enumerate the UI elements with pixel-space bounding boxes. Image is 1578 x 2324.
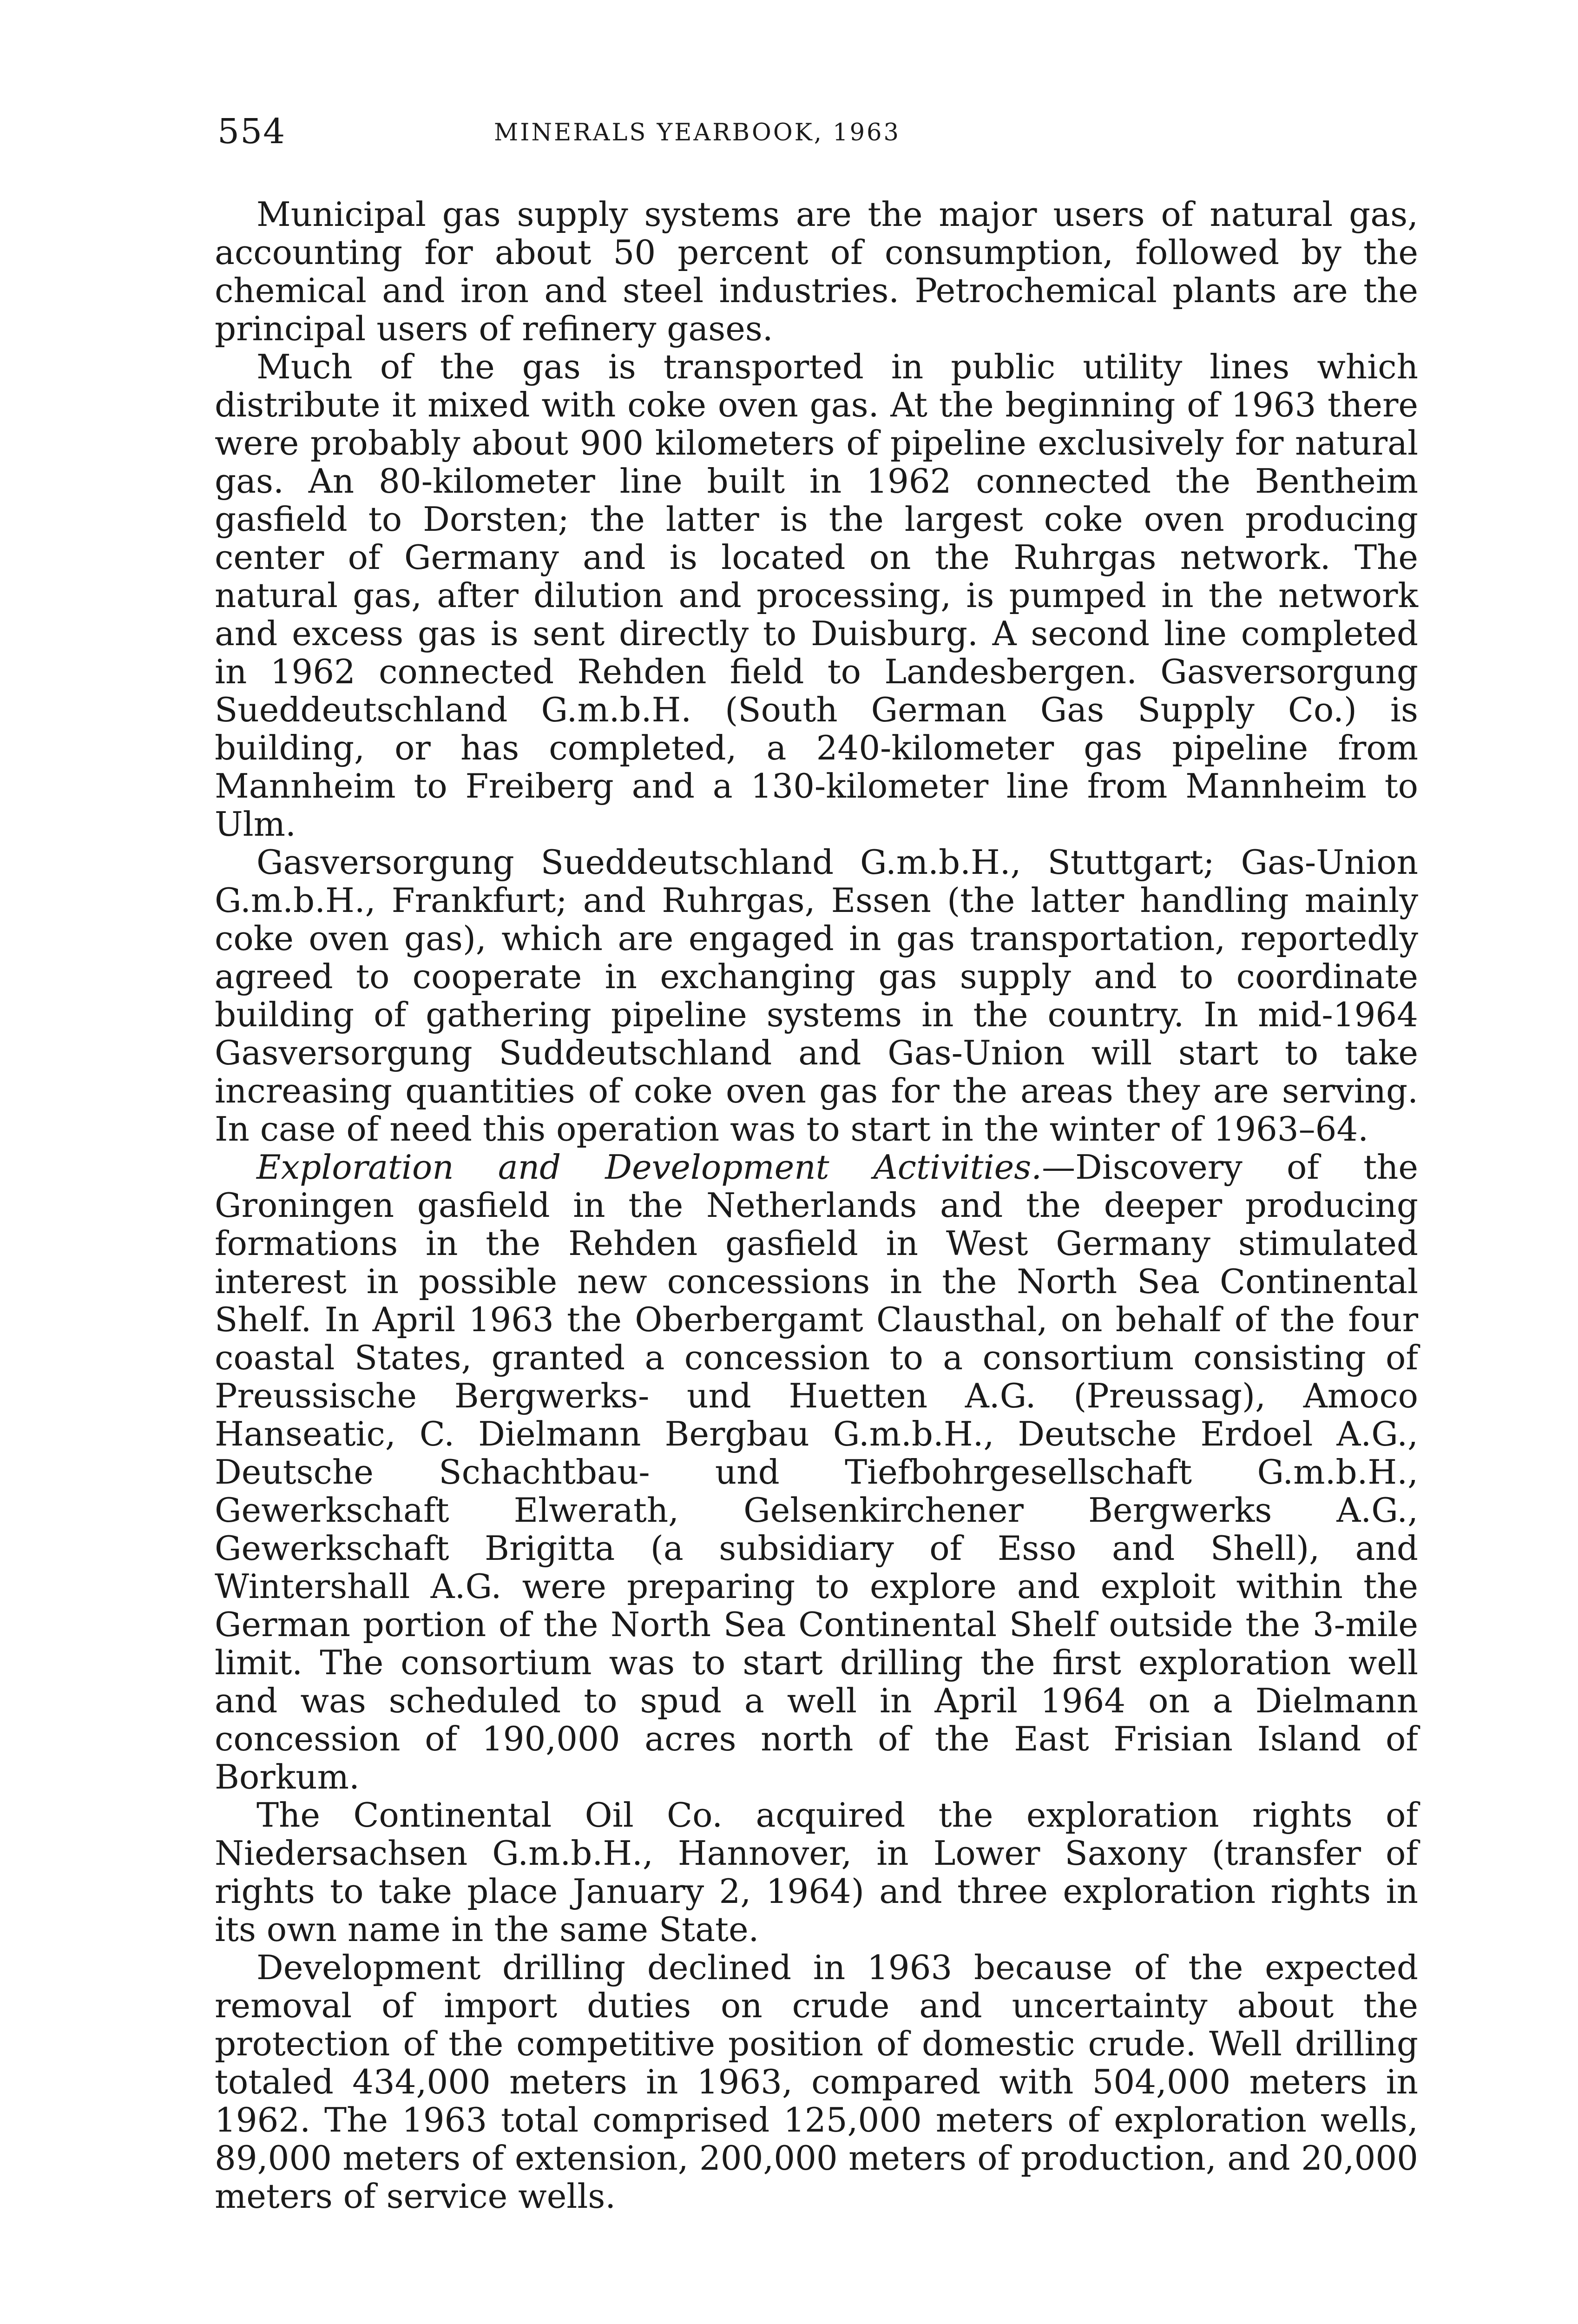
paragraph-gas-transport: [215, 348, 1418, 843]
paragraph-text: Development drilling declined in 1963 because of the expected removal of import duties on crude and uncertainty about the protection of the competitive position of domestic crude. Well drilling totaled 434,000 meters in 1963, compared with 504,000 meters in 1962. The 1963 total comprised 125,000 meters of exploration wells, 89,000 meters of extension, 200,000 meters of production, and 20,000 meters of service wells.: [215, 1948, 1418, 2216]
running-header: [217, 112, 1091, 163]
paragraph-text: Much of the gas is transported in public utility lines which distribute it mixed with coke oven gas. At the beginning of 1963 there were probably about 900 kilometers of pipeline exclusively for natural gas. An 80-kilometer line built in 1962 connected the Bentheim gasfield to Dorsten; the latter is the largest coke oven producing center of Germany and is located on the Ruhrgas network. The natural gas, after dilution and processing, is pumped in the network and excess gas is sent directly to Duisburg. A second line completed in 1962 connected Rehden field to Landesbergen. Gasversorgung Sueddeutschland G.m.b.H. (South German Gas Supply Co.) is building, or has completed, a 240-kilometer gas pipeline from Mannheim to Freiberg and a 130-kilometer line from Mannheim to Ulm.: [215, 347, 1418, 844]
paragraph-continental-oil: [215, 1796, 1418, 1948]
paragraph-municipal-gas: [215, 195, 1418, 348]
paragraph-exploration: [215, 1148, 1418, 1796]
section-run-in-heading: Exploration and Development Activities.: [256, 1148, 1042, 1187]
paragraph-text: Gasversorgung Sueddeutschland G.m.b.H., Stuttgart; Gas-Union G.m.b.H., Frankfurt; and Ruhrgas, Essen (the latter handling mainly coke oven gas), which are engaged in gas transportation, reportedly agreed to cooperate in exchanging gas supply and to coordinate building of gathering pipeline systems in the country. In mid-1964 Gasversorgung Suddeutschland and Gas-Union will start to take increasing quantities of coke oven gas for the areas they are serving. In case of need this operation was to start in the winter of 1963–64.: [215, 843, 1418, 1149]
page-number: 554: [217, 112, 286, 152]
paragraph-text: Municipal gas supply systems are the major users of natural gas, accounting for about 50 percent of consumption, followed by the chemical and iron and steel industries. Petrochemical plants are the principal users of refinery gases.: [215, 195, 1418, 348]
paragraph-text: The Continental Oil Co. acquired the exploration rights of Niedersachsen G.m.b.H., Hannover, in Lower Saxony (transfer of rights to take place January 2, 1964) and three exploration rights in its own name in the same State.: [215, 1796, 1418, 1949]
paragraph-gas-companies: [215, 843, 1418, 1148]
paragraph-text: —Discovery of the Groningen gasfield in the Netherlands and the deeper producing formations in the Rehden gasfield in West Germany stimulated interest in possible new concessions in the North Sea Continental Shelf. In April 1963 the Oberbergamt Clausthal, on behalf of the four coastal States, granted a concession to a consortium consisting of Preussische Bergwerks- und Huetten A.G. (Preussag), Amoco Hanseatic, C. Dielmann Bergbau G.m.b.H., Deutsche Erdoel A.G., Deutsche Schachtbau- und Tiefbohrgesellschaft G.m.b.H., Gewerkschaft Elwerath, Gelsenkirchener Bergwerks A.G., Gewerkschaft Brigitta (a subsidiary of Esso and Shell), and Wintershall A.G. were preparing to explore and exploit within the German portion of the North Sea Continental Shelf outside the 3-mile limit. The consortium was to start drilling the first exploration well and was scheduled to spud a well in April 1964 on a Dielmann concession of 190,000 acres north of the East Frisian Island of Borkum.: [215, 1148, 1418, 1796]
running-title: MINERALS YEARBOOK, 1963: [494, 119, 901, 146]
paragraph-development-drilling: [215, 1948, 1418, 2215]
body-text: [215, 195, 1418, 2215]
